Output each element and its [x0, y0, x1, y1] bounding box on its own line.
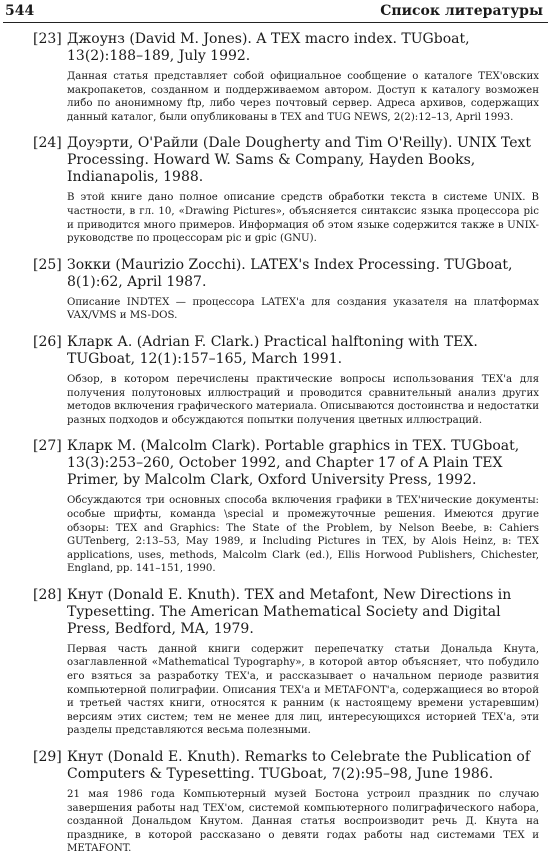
page-number: 544	[5, 3, 35, 19]
reference-annotation: Обсуждаются три основных способа включения графики в TEX'нические документы: особые шрифты, команда \special и промежуточные решения. Имеются другие обзоры: TEX and Graphics: The State of the Problem, by Nelson Beebe, в: Cahiers GUTenberg, 2:13–53, May 1989, и Including Pictures in TEX, by Alois Heinz, в: TEX applications, uses, methods, Malcolm Clark (ed.), Ellis Horwood Publishers, Chichester, England, pp. 141–151, 1990.	[67, 495, 539, 575]
reference-number: [23]	[33, 31, 62, 47]
reference-number: [26]	[33, 333, 62, 350]
reference-item	[0, 587, 551, 738]
reference-annotation: Описание INDTEX — процессора LATEX'а для создания указателя на платформах VAX/VMS и MS-DOS.	[67, 296, 539, 322]
reference-annotation: Первая часть данной книги содержит перепечатку статьи Дональда Кнута, озаглавленной «Mathematical Typography», в которой автор объясняет, что побудило его взяться за разработку TEX'а, и рассказывает о начальном периоде развития компьютерной полиграфии. Описания TEX'а и METAFONT'а, содержащиеся во второй и третьей частях книги, относятся к ранним (к настоящему времени устаревшим) версиям этих систем; тем не менее для лиц, интересующихся историей TEX'а, эти разделы представляются весьма полезными.	[67, 643, 539, 737]
reference-citation: Кларк А. (Adrian F. Clark.) Practical halftoning with TEX. TUGboat, 12(1):157–165, March 1991.	[67, 333, 478, 367]
page-header	[0, 0, 551, 24]
reference-item	[0, 334, 551, 427]
reference-citation: Кнут (Donald E. Knuth). TEX and Metafont, New Directions in Typesetting. The American Mathematical Society and Digital Press, Bedford, MA, 1979.	[67, 586, 512, 637]
reference-number: [27]	[33, 438, 62, 455]
running-title: Список литературы	[380, 3, 543, 19]
reference-number: [24]	[33, 135, 62, 152]
reference-item	[0, 31, 551, 124]
reference-citation: Кларк М. (Malcolm Clark). Portable graphics in TEX. TUGboat, 13(3):253–260, October 1992, and Chapter 17 of A Plain TEX Primer, by Malcolm Clark, Oxford University Press, 1992.	[67, 438, 520, 489]
reference-number: [29]	[33, 749, 62, 766]
reference-citation: Доуэрти, О'Райли (Dale Dougherty and Tim O'Reilly). UNIX Text Processing. Howard W. Sams & Company, Hayden Books, Indianapolis, 1988.	[67, 135, 532, 186]
reference-annotation: Обзор, в котором перечислены практические вопросы использования TEX'а для получения полутоновых иллюстраций и проводится сравнительный анализ других методов включения графического материала. Описываются достоинства и недостатки разных подходов и обсуждаются попытки получения цветных иллюстраций.	[67, 373, 539, 426]
reference-annotation: 21 мая 1986 года Компьютерный музей Бостона устроил праздник по случаю завершения работы над TEX'ом, системой компьютерного полиграфического набора, созданной Дональдом Кнутом. Данная статья воспроизводит речь Д. Кнута на празднике, в которой рассказано о девяти годах работы над системами TEX и METAFONT.	[67, 789, 539, 855]
reference-item	[0, 257, 551, 323]
reference-item	[0, 438, 551, 576]
reference-citation: Джоунз (David M. Jones). A TEX macro index. TUGboat, 13(2):188–189, July 1992.	[67, 31, 470, 64]
reference-number: [25]	[33, 256, 62, 273]
reference-annotation: Данная статья представляет собой официальное сообщение о каталоге TEX'овских макропакетов, созданном и поддерживаемом автором. Доступ к каталогу возможен либо по анонимному ftp, либо через почтовый сервер. Адреса архивов, содержащих данный каталог, были опубликованы в TEX and TUG NEWS, 2(2):12–13, April 1993.	[67, 71, 539, 123]
reference-citation: Кнут (Donald E. Knuth). Remarks to Celebrate the Publication of Computers & Typesetting. TUGboat, 7(2):95–98, June 1986.	[67, 749, 530, 783]
reference-item	[0, 749, 551, 856]
reference-item	[0, 135, 551, 245]
reference-annotation: В этой книге дано полное описание средств обработки текста в системе UNIX. В частности, в гл. 10, «Drawing Pictures», объясняется синтаксис языка процессора pic и приводится много примеров. Информация об этом языке содержится также в UNIX-руководстве по процессорам pic и gpic (GNU).	[67, 192, 539, 245]
header-rule	[3, 22, 548, 23]
reference-citation: Зокки (Maurizio Zocchi). LATEX's Index Processing. TUGboat, 8(1):62, April 1987.	[67, 256, 513, 290]
reference-number: [28]	[33, 586, 62, 603]
reference-list	[0, 31, 551, 867]
